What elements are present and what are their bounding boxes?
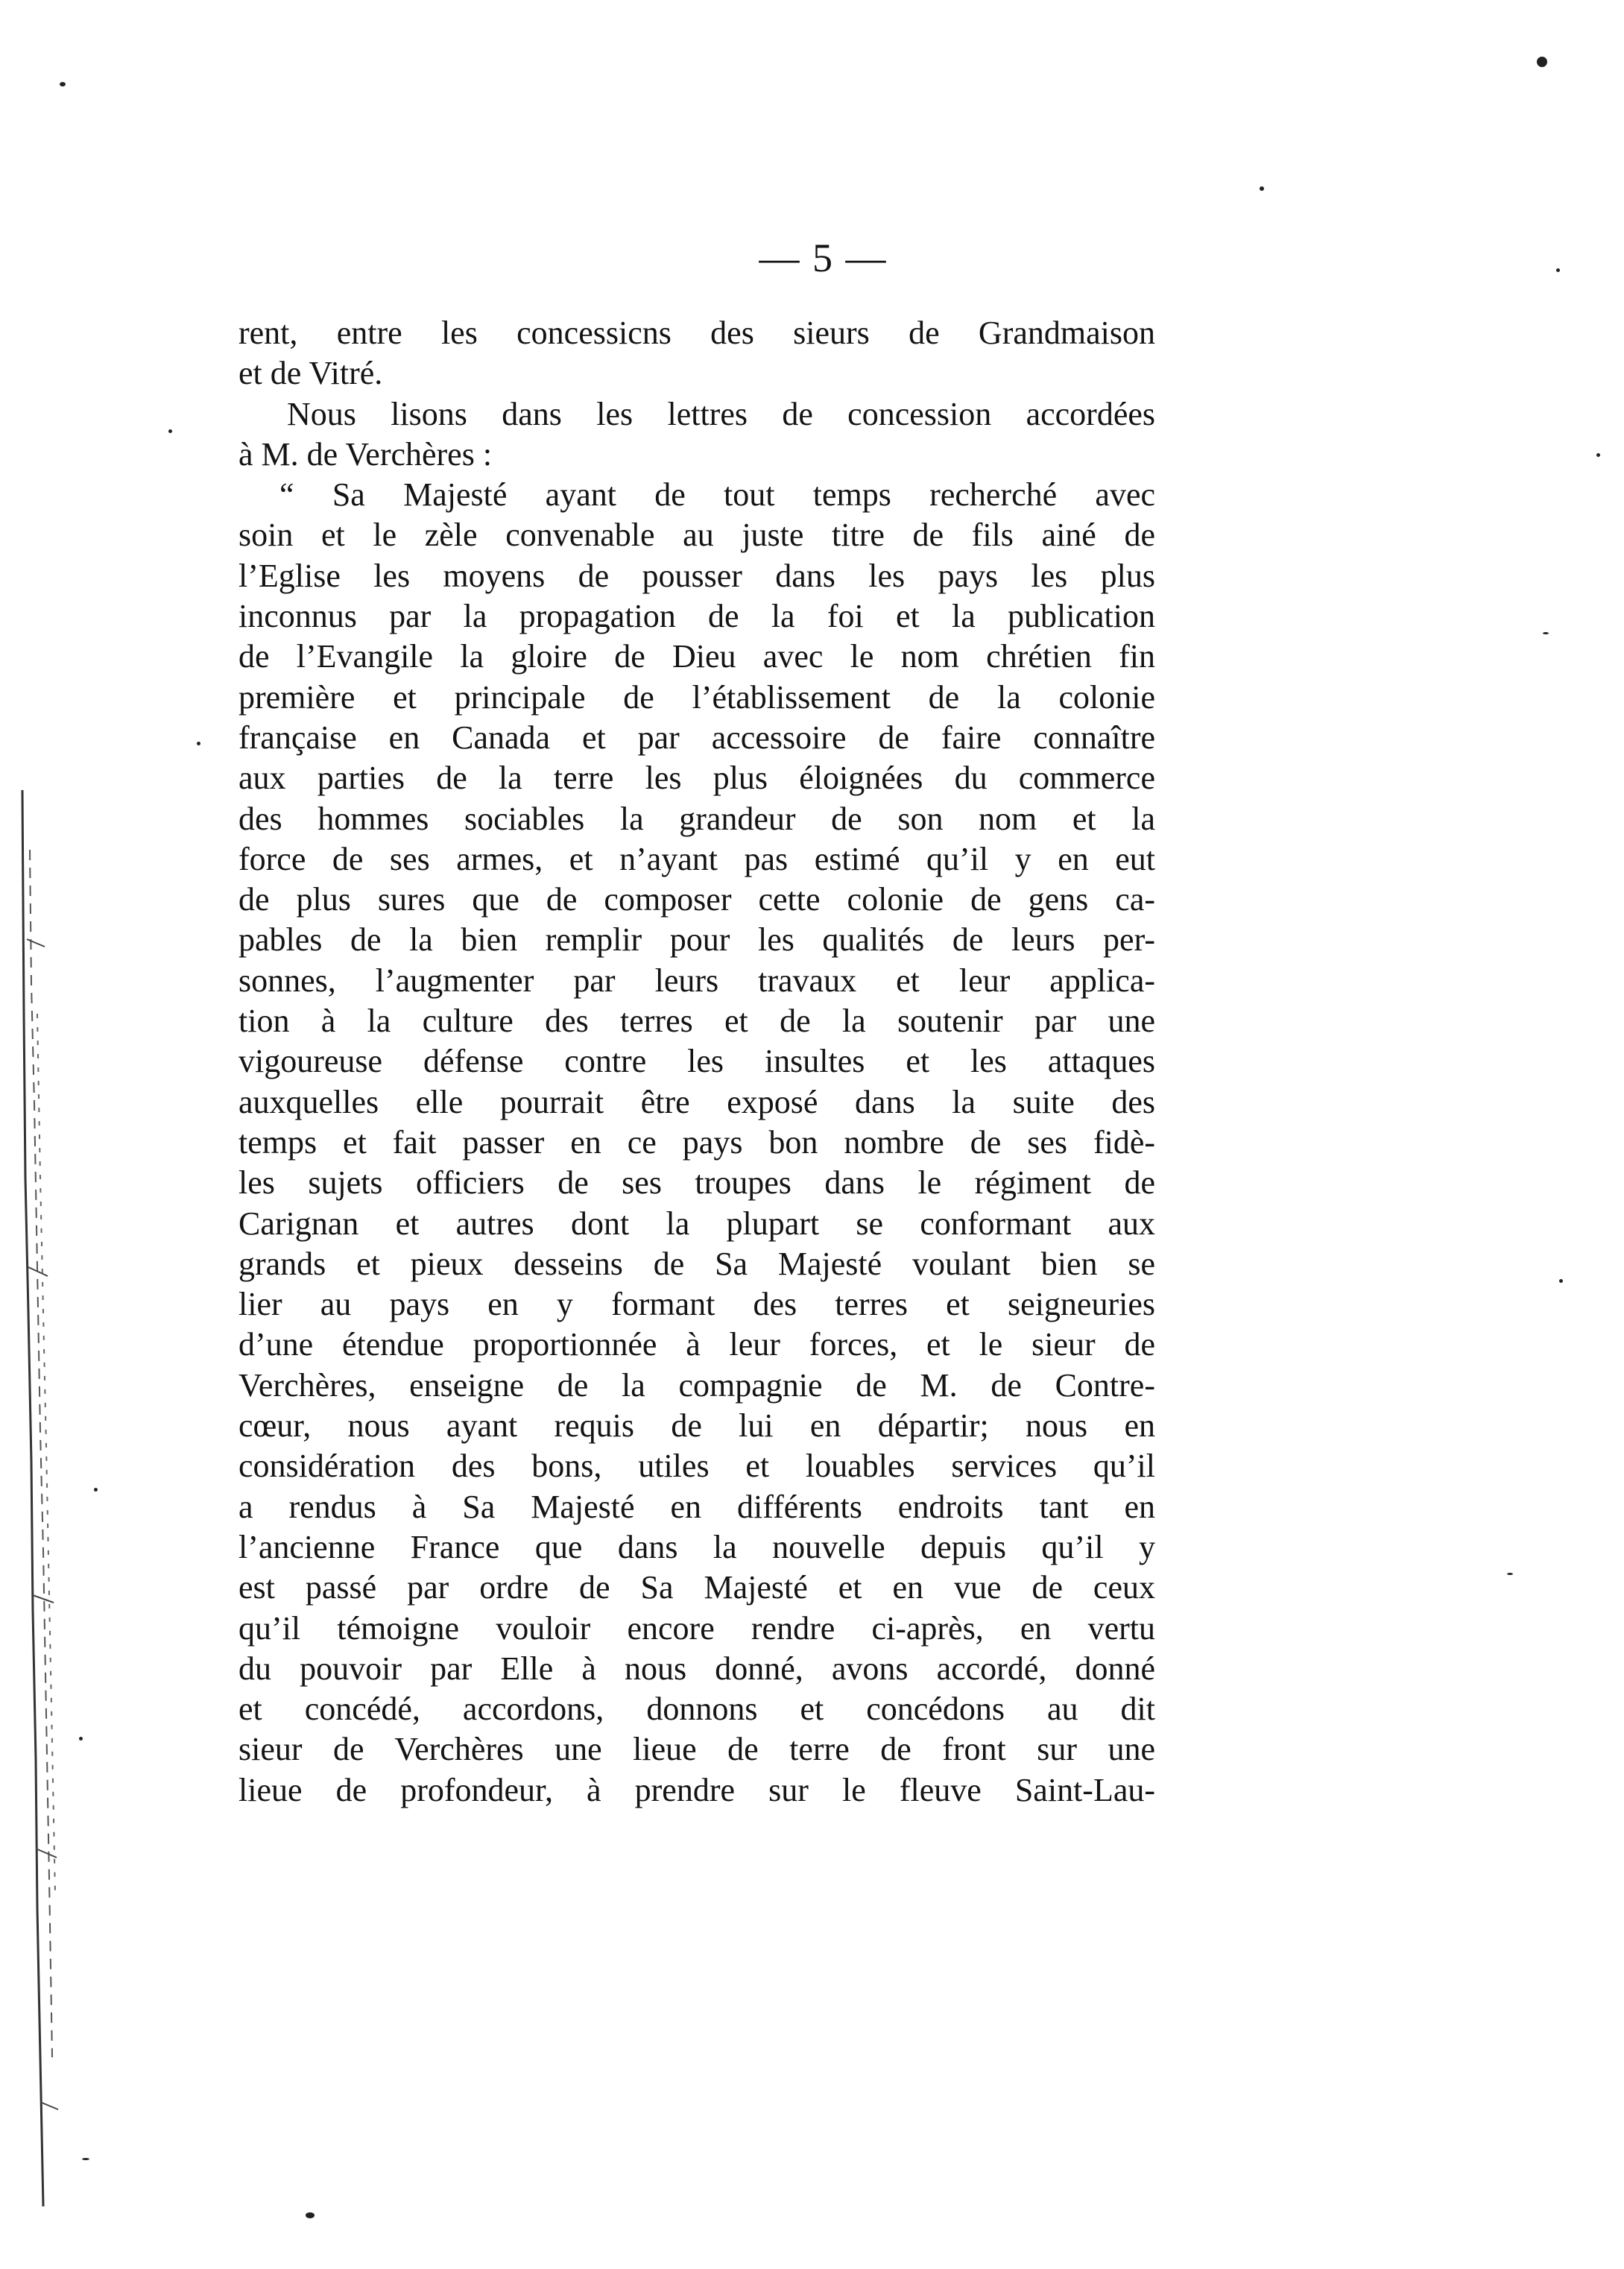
scan-speck xyxy=(82,2158,89,2160)
text-line: est passé par ordre de Sa Majesté et en vue de ceux xyxy=(238,1569,1155,1606)
text-line: aux parties de la terre les plus éloignées du commerce xyxy=(238,760,1155,797)
text-line: de l’Evangile la gloire de Dieu avec le nom chrétien fin xyxy=(238,638,1155,675)
scan-speck xyxy=(1543,632,1549,634)
text-line: sonnes, l’augmenter par leurs travaux et leur applica- xyxy=(238,962,1155,999)
text-line: force de ses armes, et n’ayant pas estimé qu’il y en eut xyxy=(238,840,1155,877)
text-line: temps et fait passer en ce pays bon nombre de ses fidè- xyxy=(238,1123,1155,1161)
scan-speck xyxy=(1260,186,1264,191)
text-line: les sujets officiers de ses troupes dans le régiment de xyxy=(238,1164,1155,1202)
text-line: soin et le zèle convenable au juste titre de fils ainé de xyxy=(238,517,1155,554)
text-line: l’ancienne France que dans la nouvelle depuis qu’il y xyxy=(238,1528,1155,1565)
text-line: pables de la bien remplir pour les qualités de leurs per- xyxy=(238,921,1155,959)
scan-speck xyxy=(94,1488,98,1492)
text-line: tion à la culture des terres et de la soutenir par une xyxy=(238,1003,1155,1040)
text-line: française en Canada et par accessoire de faire connaître xyxy=(238,719,1155,756)
text-line: Carignan et autres dont la plupart se conformant aux xyxy=(238,1205,1155,1242)
text-line: lieue de profondeur, à prendre sur le fleuve Saint-Lau- xyxy=(238,1771,1155,1808)
scan-speck xyxy=(79,1737,83,1741)
text-line: a rendus à Sa Majesté en différents endroits tant en xyxy=(238,1488,1155,1525)
text-line: vigoureuse défense contre les insultes et les attaques xyxy=(238,1043,1155,1080)
text-line: inconnus par la propagation de la foi et la publication xyxy=(238,598,1155,635)
page-binding-edge xyxy=(15,790,75,2251)
text-line: cœur, nous ayant requis de lui en départir; nous en xyxy=(238,1407,1155,1445)
scan-speck xyxy=(1559,1279,1563,1283)
scan-speck xyxy=(168,429,172,433)
body-text xyxy=(238,313,1155,1811)
text-line: l’Eglise les moyens de pousser dans les pays les plus xyxy=(238,557,1155,594)
text-line: qu’il témoigne vouloir encore rendre ci-après, en vertu xyxy=(238,1609,1155,1647)
text-line: considération des bons, utiles et louables services qu’il xyxy=(238,1448,1155,1485)
text-line: et de Vitré. xyxy=(238,355,383,392)
text-line: Nous lisons dans les lettres de concession accordées xyxy=(287,395,1155,432)
text-line: d’une étendue proportionnée à leur forces, et le sieur de xyxy=(238,1326,1155,1363)
scan-speck xyxy=(1507,1573,1513,1575)
page-number: — 5 — xyxy=(759,236,888,280)
text-line: du pouvoir par Elle à nous donné, avons accordé, donné xyxy=(238,1650,1155,1687)
text-line: à M. de Verchères : xyxy=(238,435,493,473)
text-line: rent, entre les concessicns des sieurs de Grandmaison xyxy=(238,315,1155,351)
text-line: première et principale de l’établissement de la colonie xyxy=(238,678,1155,716)
text-line: de plus sures que de composer cette colonie de gens ca- xyxy=(238,881,1155,918)
scan-speck xyxy=(1537,57,1547,67)
text-line: “ Sa Majesté ayant de tout temps recherché avec xyxy=(279,476,1155,514)
scan-speck xyxy=(1596,453,1600,457)
text-line: grands et pieux desseins de Sa Majesté voulant bien se xyxy=(238,1245,1155,1282)
text-line: auxquelles elle pourrait être exposé dans la suite des xyxy=(238,1083,1155,1120)
scan-speck xyxy=(60,82,66,86)
text-line: des hommes sociables la grandeur de son nom et la xyxy=(238,800,1155,837)
text-line: sieur de Verchères une lieue de terre de front sur une xyxy=(238,1731,1155,1768)
text-line: lier au pays en y formant des terres et seigneuries xyxy=(238,1286,1155,1323)
text-line: et concédé, accordons, donnons et concédons au dit xyxy=(238,1691,1155,1728)
scan-speck xyxy=(306,2212,315,2218)
scan-speck xyxy=(197,742,200,745)
text-line: Verchères, enseigne de la compagnie de M. de Contre- xyxy=(238,1366,1155,1404)
